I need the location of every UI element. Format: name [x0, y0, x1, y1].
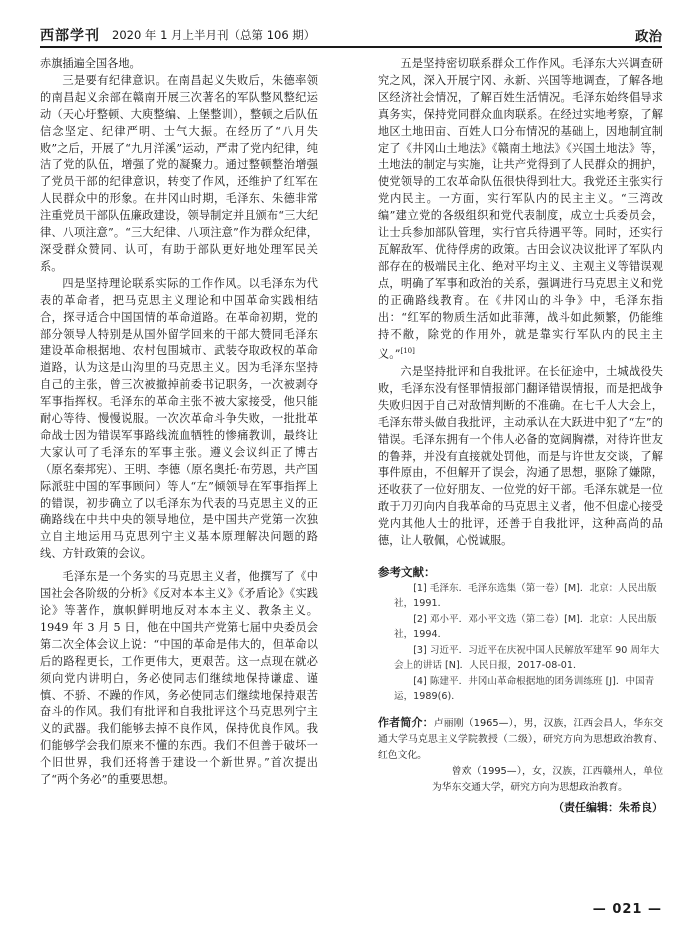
- citation-mark: [10]: [400, 347, 415, 356]
- references-heading: 参考文献：: [378, 565, 436, 580]
- paragraph: 赤旗插遍全国各地。: [40, 57, 141, 70]
- right-column: [378, 56, 663, 817]
- journal-logo: 西部学刊: [40, 28, 100, 44]
- author-bio-text: 卢丽刚（1965—），男，汉族，江西会昌人，华东交通大学马克思主义学院教授（二级），研究方向为思想政治教育、红色文化。: [378, 717, 663, 761]
- references-list: [378, 581, 663, 705]
- author-bio: 曾欢（1995—），女，汉族，江西赣州人，单位为华东交通大学，研究方向为思想政治教育。: [432, 765, 663, 793]
- paragraph: 毛泽东是一个务实的马克思主义者，他撰写了《中国社会各阶级的分析》《反对本本主义》《矛盾论》《实践论》等著作，旗帜鲜明地反对本本主义、教条主义。1949 年 3 月 5 日，他在中国共产党第七届中央委员会第二次全体会议上说：“中国的革命是伟大的，但革命以后的路程更长，工作更伟大，更艰苦。这一点现在就必须向党内讲明白，务必使同志们继续地保持谦虚、谨慎、不骄、不躁的作风，务必使同志们继续地保持艰苦奋斗的作风。我们有批评和自我批评这个马克思列宁主义的武器。我们能够去掉不良作风，保持优良作风。我们能够学会我们原来不懂的东西。我们不但善于破坏一个旧世界，我们还将善于建设一个新世界。”首次提出了“两个务必”的重要思想。: [40, 570, 318, 787]
- left-column: [40, 56, 318, 789]
- author-label: 作者简介：: [378, 715, 434, 729]
- author-bio: [378, 715, 663, 764]
- paragraph: [378, 56, 663, 364]
- paragraph: 三是要有纪律意识。在南昌起义失败后，朱德率领的南昌起义余部在赣南开展三次著名的军队整风整纪运动（天心圩整顿、大庾整编、上堡整训），整顿之后队伍信念坚定、纪律严明、士气大振。在经历了“八月失败”之后，开展了“九月洋溪”运动，严肃了党内纪律，纯洁了党的队伍，增强了党的凝聚力。通过整顿整治增强了党员干部的纪律意识，转变了作风，还维护了红军在人民群众中的形象。在井冈山时期，毛泽东、朱德非常注重党员干部队伍廉政建设，领导制定并且颁布“三大纪律、八项注意”。“三大纪律、八项注意”作为群众纪律，深受群众赞同、认可，有助于部队更好地处理军民关系。: [40, 73, 318, 273]
- reference-item: [2] 邓小平．邓小平文选（第二卷）[M]．北京：人民出版社，1994．: [394, 613, 657, 641]
- issue-info: 2020 年 1 月上半月刊（总第 106 期）: [112, 28, 316, 42]
- reference-item: [4] 陈建平．井冈山革命根据地的团务训练班 [J]．中国青运，1989(6)．: [394, 675, 655, 703]
- reference-item: [1] 毛泽东．毛泽东选集（第一卷）[M]．北京：人民出版社，1991．: [394, 582, 657, 610]
- paragraph-text: 五是坚持密切联系群众工作作风。毛泽东大兴调查研究之风，深入开展宁冈、永新、兴国等地调查，了解各地区经济社会情况，了解百姓生活情况。毛泽东始终倡导求真务实，保持党同群众血肉联系。在经过实地考察，了解地区土地田亩、百姓人口分布情况的基础上，因地制宜制定了《井冈山土地法》《赣南土地法》《兴国土地法》等，土地法的制定与实施，让共产党得到了人民群众的拥护，使党领导的工农革命队伍很快得到壮大。我党还主张实行党内民主。一方面，实行军队内的民主主义。“三湾改编”建立党的各级组织和党代表制度，成立士兵委员会，让士兵参加部队管理，实行官兵待遇平等。同时，还实行瓦解敌军、优待俘虏的政策。古田会议决议批评了军队内部存在的极端民主化、绝对平均主义、主观主义等错误观点，明确了军事和政治的关系，强调进行马克思主义和党的正确路线教育。在《井冈山的斗争》中，毛泽东指出：“红军的物质生活如此菲薄，战斗如此频繁，仍能维持不敝，除党的作用外，就是靠实行军队内的民主主义。”: [378, 57, 663, 362]
- paragraph: 四是坚持理论联系实际的工作作风。以毛泽东为代表的革命者，把马克思主义理论和中国革命实践相结合，探寻适合中国国情的革命道路。在革命初期，党的部分领导人特别是从国外留学回来的干部大赞同毛泽东建设革命根据地、农村包围城市、武装夺取政权的革命道路，认为这是山沟里的马克思主义。因为毛泽东坚持自己的主张，曾三次被撤掉前委书记职务，一次被剥夺军事指挥权。毛泽东的革命主张不被大家接受，他只能耐心等待、慢慢说服。一次次革命斗争失败，一批批革命战士因为错误军事路线流血牺牲的惨痛教训，最终让大家认可了毛泽东的军事主张。遵义会议纠正了博古（原名秦邦宪）、王明、李德（原名奥托·布劳恩，共产国际派驻中国的军事顾问）等人“左”倾领导在军事指挥上的错误，初步确立了以毛泽东为代表的马克思主义的正确路线在中共中央的领导地位，是中国共产党第一次独立自主地运用马克思列宁主义基本原理解决问题的路线、方针政策的会议。: [40, 276, 318, 561]
- section-label: 政治: [635, 29, 662, 45]
- author-info: [378, 715, 663, 796]
- page-number: — 021 —: [592, 902, 662, 917]
- reference-item: [3] 习近平．习近平在庆祝中国人民解放军建军 90 周年大会上的讲话 [N]．人民日报，2017-08-01．: [394, 644, 660, 672]
- responsible-editor: （责任编辑：朱希良）: [553, 800, 663, 814]
- running-header: [40, 24, 662, 48]
- paragraph: 六是坚持批评和自我批评。在长征途中，土城战役失败，毛泽东没有怪罪情报部门翻译错误情报，而是把战争失败归因于自己对敌情判断的不准确。在七千人大会上，毛泽东带头做自我批评，主动承认在大跃进中犯了“左”的错误。毛泽东拥有一个伟人必备的宽阔胸襟，对待许世友的鲁莽，并没有直接就处罚他，而是与许世友交谈，了解事件原由，不但解开了误会，沟通了思想，驱除了嫌隙，还收获了一位好朋友、一位党的好干部。毛泽东就是一位敢于刀刃向内自我革命的马克思主义者，他不但虚心接受党内其他人士的批评，还善于自我批评，这种高尚的品德，让人敬佩，心悦诚服。: [378, 365, 663, 548]
